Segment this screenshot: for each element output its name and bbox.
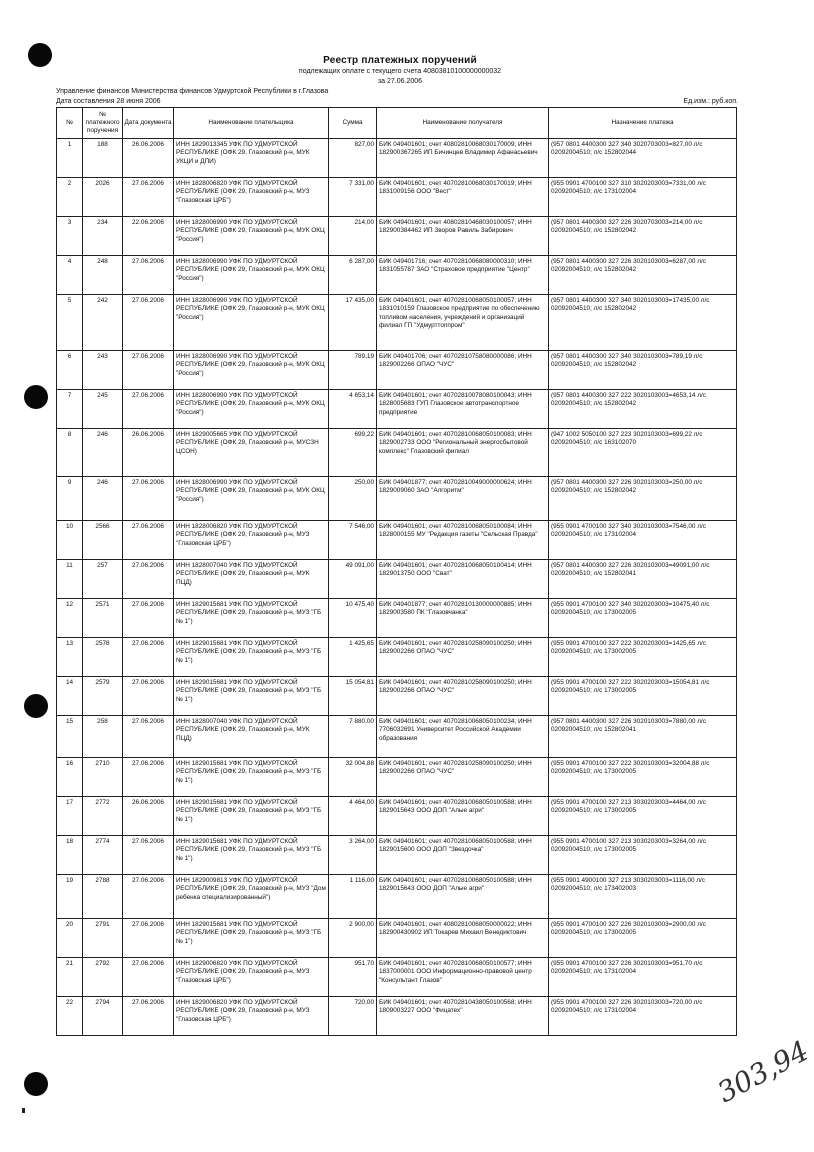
document-date: 27.06.2006 xyxy=(123,919,174,958)
payer-name: ИНН 1829013345 УФК ПО УДМУРТСКОЙ РЕСПУБЛИКЕ (ОФК 29, Глазовский р-н, МУК УКЦИ и ДПИ) xyxy=(174,139,329,178)
order-number: 257 xyxy=(83,560,123,599)
payment-purpose: (955 0901 4700100 327 226 3020103003=2900,00 л/с 02092004510; л/с 173002005 xyxy=(549,919,737,958)
payment-purpose: (957 0801 4400300 327 226 3020103003=7880,00 л/с 02092004510; л/с 152802041 xyxy=(549,716,737,758)
row-number: 4 xyxy=(57,256,83,295)
table-row xyxy=(57,295,737,351)
row-number: 9 xyxy=(57,477,83,521)
document-date: 27.06.2006 xyxy=(123,477,174,521)
recipient-name: БИК 049401601; счет 40702810258090100250; ИНН 1829002266 ОПАО "ЧУС" xyxy=(377,638,549,677)
payer-name: ИНН 1828006990 УФК ПО УДМУРТСКОЙ РЕСПУБЛИКЕ (ОФК 29, Глазовский р-н, МУК ОКЦ "Россия") xyxy=(174,390,329,429)
payer-name: ИНН 1829009813 УФК ПО УДМУРТСКОЙ РЕСПУБЛИКЕ (ОФК 29, Глазовский р-н, МУЗ "Дом ребенка специализированный") xyxy=(174,875,329,919)
column-header: Назначение платежа xyxy=(549,108,737,139)
payer-name: ИНН 1829006820 УФК ПО УДМУРТСКОЙ РЕСПУБЛИКЕ (ОФК 29, Глазовский р-н, МУЗ "Глазовская ЦРБ") xyxy=(174,958,329,997)
table-row xyxy=(57,560,737,599)
order-number: 2774 xyxy=(83,836,123,875)
table-row xyxy=(57,836,737,875)
payer-name: ИНН 1829005665 УФК ПО УДМУРТСКОЙ РЕСПУБЛИКЕ (ОФК 29, Глазовский р-н, МУСЗН ЦСОН) xyxy=(174,429,329,477)
table-row xyxy=(57,758,737,797)
document-subtitle: подлежащих оплате с текущего счета 40803810100000000032 xyxy=(298,68,502,75)
payment-purpose: (957 0801 4400300 327 226 3020103003=49091,00 л/с 02092004510; л/с 152802041 xyxy=(549,560,737,599)
payment-amount: 49 091,00 xyxy=(329,560,377,599)
recipient-name: БИК 049401706; счет 40702810758080000086; ИНН 1829002266 ОПАО "ЧУС" xyxy=(377,351,549,390)
payment-purpose: (955 0901 4700100 327 222 3020203003=15054,81 л/с 02092004510; л/с 173002005 xyxy=(549,677,737,716)
payer-name: ИНН 1828006990 УФК ПО УДМУРТСКОЙ РЕСПУБЛИКЕ (ОФК 29, Глазовский р-н, МУК ОКЦ "Россия") xyxy=(174,217,329,256)
payer-name: ИНН 1828006990 УФК ПО УДМУРТСКОЙ РЕСПУБЛИКЕ (ОФК 29, Глазовский р-н, МУК ОКЦ "Россия") xyxy=(174,295,329,351)
row-number: 3 xyxy=(57,217,83,256)
payment-purpose: (955 0901 4700100 327 222 3020103003=32004,88 л/с 02092004510; л/с 173002005 xyxy=(549,758,737,797)
payer-name: ИНН 1829015681 УФК ПО УДМУРТСКОЙ РЕСПУБЛИКЕ (ОФК 29, Глазовский р-н, МУЗ "ГБ № 1") xyxy=(174,758,329,797)
document-date: 22.06.2006 xyxy=(123,217,174,256)
payment-amount: 827,00 xyxy=(329,139,377,178)
document-date: 27.06.2006 xyxy=(123,560,174,599)
recipient-name: БИК 049401601; счет 40702810068050100234; ИНН 7706032691 Университет Российской Академии образования xyxy=(377,716,549,758)
payment-purpose: (955 0901 4900100 327 213 3030203003=1116,00 л/с 02092004510; л/с 173402003 xyxy=(549,875,737,919)
order-number: 245 xyxy=(83,390,123,429)
punch-hole xyxy=(24,385,48,409)
row-number: 12 xyxy=(57,599,83,638)
document-date: 27.06.2006 xyxy=(123,599,174,638)
order-number: 188 xyxy=(83,139,123,178)
payment-purpose: (957 0801 4400300 327 222 3020103003=4653,14 л/с 02092004510; л/с 152802042 xyxy=(549,390,737,429)
recipient-name: БИК 049401601; счет 40802810468030100057; ИНН 182900384462 ИП Зворов Равиль Забирович xyxy=(377,217,549,256)
payer-name: ИНН 1828006820 УФК ПО УДМУРТСКОЙ РЕСПУБЛИКЕ (ОФК 29, Глазовский р-н, МУЗ "Глазовская ЦРБ") xyxy=(174,521,329,560)
payment-purpose: (957 0801 4400300 327 340 3020103003=789,19 л/с 02092004510; л/с 152802042 xyxy=(549,351,737,390)
recipient-name: БИК 049401601; счет 40702810258090100250; ИНН 1829002266 ОПАО "ЧУС" xyxy=(377,677,549,716)
document-date: 27.06.2006 xyxy=(123,521,174,560)
table-row xyxy=(57,677,737,716)
table-header-row xyxy=(57,108,737,139)
payment-amount: 214,00 xyxy=(329,217,377,256)
payment-amount: 10 475,40 xyxy=(329,599,377,638)
recipient-name: БИК 049401601; счет 40702810068050100588; ИНН 1829015643 ООО ДОП "Алые агри" xyxy=(377,797,549,836)
table-row xyxy=(57,958,737,997)
document-date: 27.06.2006 xyxy=(123,716,174,758)
organization-name: Управление финансов Министерства финансов Удмуртской Республики в г.Глазова xyxy=(56,88,329,95)
recipient-name: БИК 049401716; счет 40702810068080000310; ИНН 1831055787 ЗАО "Страховое предприятие "Центр" xyxy=(377,256,549,295)
column-header: Дата документа xyxy=(123,108,174,139)
order-number: 234 xyxy=(83,217,123,256)
punch-hole xyxy=(24,694,48,718)
payment-amount: 3 264,00 xyxy=(329,836,377,875)
punch-hole xyxy=(24,1072,48,1096)
payer-name: ИНН 1829015681 УФК ПО УДМУРТСКОЙ РЕСПУБЛИКЕ (ОФК 29, Глазовский р-н, МУЗ "ГБ № 1") xyxy=(174,599,329,638)
payment-amount: 15 054,81 xyxy=(329,677,377,716)
payment-purpose: (957 0801 4400300 327 340 3020103003=17435,00 л/с 02092004510; л/с 152802042 xyxy=(549,295,737,351)
document-date: 27.06.2006 xyxy=(123,758,174,797)
payment-purpose: (957 0801 4400300 327 226 3020103003=6287,00 л/с 02092004510; л/с 152802042 xyxy=(549,256,737,295)
payer-name: ИНН 1828007040 УФК ПО УДМУРТСКОЙ РЕСПУБЛИКЕ (ОФК 29, Глазовский р-н, МУК ПЦД) xyxy=(174,716,329,758)
recipient-name: БИК 049401877; счет 40702810049000000624; ИНН 1829009060 ЗАО "Алгоритм" xyxy=(377,477,549,521)
margin-mark xyxy=(22,1108,25,1113)
document-date: 27.06.2006 xyxy=(123,178,174,217)
document-period: за 27.06.2006 xyxy=(377,78,423,85)
row-number: 5 xyxy=(57,295,83,351)
payment-purpose: (955 0901 4700100 327 213 3030203003=3264,00 л/с 02092004510; л/с 173002005 xyxy=(549,836,737,875)
document-date: 27.06.2006 xyxy=(123,638,174,677)
payment-register-table xyxy=(56,107,737,1036)
order-number: 2566 xyxy=(83,521,123,560)
row-number: 2 xyxy=(57,178,83,217)
table-row xyxy=(57,139,737,178)
order-number: 2791 xyxy=(83,919,123,958)
document-date: 27.06.2006 xyxy=(123,677,174,716)
row-number: 10 xyxy=(57,521,83,560)
order-number: 2794 xyxy=(83,997,123,1036)
document-date: 27.06.2006 xyxy=(123,351,174,390)
payment-amount: 7 331,00 xyxy=(329,178,377,217)
row-number: 22 xyxy=(57,997,83,1036)
payer-name: ИНН 1828006820 УФК ПО УДМУРТСКОЙ РЕСПУБЛИКЕ (ОФК 29, Глазовский р-н, МУЗ "Глазовская ЦРБ") xyxy=(174,178,329,217)
row-number: 8 xyxy=(57,429,83,477)
payment-amount: 1 116,00 xyxy=(329,875,377,919)
table-row xyxy=(57,599,737,638)
column-header: № xyxy=(57,108,83,139)
payer-name: ИНН 1829015681 УФК ПО УДМУРТСКОЙ РЕСПУБЛИКЕ (ОФК 29, Глазовский р-н, МУЗ "ГБ № 1") xyxy=(174,836,329,875)
column-header: Наименование получателя xyxy=(377,108,549,139)
table-row xyxy=(57,875,737,919)
row-number: 20 xyxy=(57,919,83,958)
order-number: 246 xyxy=(83,429,123,477)
order-number: 2772 xyxy=(83,797,123,836)
payment-amount: 789,19 xyxy=(329,351,377,390)
recipient-name: БИК 049401601; счет 40802810068050000022; ИНН 182900430902 ИП Токарев Михаил Венедиктович xyxy=(377,919,549,958)
recipient-name: БИК 049401601; счет 40702810438050100568; ИНН 1809003227 ООО "Фицатех" xyxy=(377,997,549,1036)
table-row xyxy=(57,997,737,1036)
column-header: Сумма xyxy=(329,108,377,139)
payment-amount: 951,70 xyxy=(329,958,377,997)
payment-amount: 4 464,00 xyxy=(329,797,377,836)
table-row xyxy=(57,521,737,560)
payment-purpose: (955 0901 4700100 327 310 3020203003=7331,00 л/с 02092004510; л/с 173102004 xyxy=(549,178,737,217)
payment-amount: 720,00 xyxy=(329,997,377,1036)
recipient-name: БИК 049401601; счет 40702810068050100084; ИНН 1828000155 МУ "Редакция газеты "Сельская Правда" xyxy=(377,521,549,560)
order-number: 2788 xyxy=(83,875,123,919)
column-header: № платежного поручения xyxy=(83,108,123,139)
order-number: 243 xyxy=(83,351,123,390)
row-number: 6 xyxy=(57,351,83,390)
payment-purpose: (957 0801 4400300 327 226 3020703003=214,00 л/с 02092004510; л/с 152802042 xyxy=(549,217,737,256)
order-number: 246 xyxy=(83,477,123,521)
column-header: Наименование плательщика xyxy=(174,108,329,139)
document-date: 27.06.2006 xyxy=(123,256,174,295)
payment-amount: 17 435,00 xyxy=(329,295,377,351)
recipient-name: БИК 049401601; счет 40702810068050100588; ИНН 1829015643 ООО ДОП "Алые агри" xyxy=(377,875,549,919)
payment-amount: 32 004,88 xyxy=(329,758,377,797)
payer-name: ИНН 1829006820 УФК ПО УДМУРТСКОЙ РЕСПУБЛИКЕ (ОФК 29, Глазовский р-н, МУЗ "Глазовская ЦРБ") xyxy=(174,997,329,1036)
row-number: 11 xyxy=(57,560,83,599)
table-row xyxy=(57,477,737,521)
payment-amount: 7 880,00 xyxy=(329,716,377,758)
document-date: 27.06.2006 xyxy=(123,875,174,919)
payment-amount: 250,00 xyxy=(329,477,377,521)
document-date: 27.06.2006 xyxy=(123,836,174,875)
table-row xyxy=(57,178,737,217)
recipient-name: БИК 049401601; счет 40702810068050100577; ИНН 1837000001 ООО Информационно-правовой центр "Консультант Глазов" xyxy=(377,958,549,997)
row-number: 16 xyxy=(57,758,83,797)
row-number: 21 xyxy=(57,958,83,997)
document-date: 26.06.2006 xyxy=(123,139,174,178)
recipient-name: БИК 049401601; счет 40702810068050100588; ИНН 1829015600 ООО ДОП "Звездочка" xyxy=(377,836,549,875)
payment-purpose: (955 0901 4700100 327 340 3020103003=7546,00 л/с 02092004510; л/с 173102004 xyxy=(549,521,737,560)
row-number: 19 xyxy=(57,875,83,919)
order-number: 2579 xyxy=(83,677,123,716)
payment-purpose: (955 0901 4700100 327 226 3020103003=951,70 л/с 02092004510; л/с 173102004 xyxy=(549,958,737,997)
table-row xyxy=(57,217,737,256)
table-row xyxy=(57,638,737,677)
compiled-date: Дата составления 28 июня 2006 xyxy=(56,98,161,105)
order-number: 258 xyxy=(83,716,123,758)
row-number: 18 xyxy=(57,836,83,875)
recipient-name: БИК 049401601; счет 40702810068050100083; ИНН 1829002733 ООО "Региональный энергосбытовой комплекс" Глазовский филиал xyxy=(377,429,549,477)
order-number: 2578 xyxy=(83,638,123,677)
order-number: 2026 xyxy=(83,178,123,217)
recipient-name: БИК 049401601; счет 40702810078080100043; ИНН 1828005683 ГУП Глазовское автотранспортное предприятие xyxy=(377,390,549,429)
recipient-name: БИК 049401601; счет 40702810068050100414; ИНН 1829013750 ООО "Сват" xyxy=(377,560,549,599)
document-date: 26.06.2006 xyxy=(123,797,174,836)
payment-amount: 2 900,00 xyxy=(329,919,377,958)
units-label: Ед.изм.: руб.коп. xyxy=(683,98,738,105)
row-number: 13 xyxy=(57,638,83,677)
row-number: 14 xyxy=(57,677,83,716)
payment-purpose: (955 0901 4700100 327 340 3020203003=10475,40 л/с 02092004510; л/с 173002005 xyxy=(549,599,737,638)
payment-amount: 6 287,00 xyxy=(329,256,377,295)
row-number: 7 xyxy=(57,390,83,429)
document-date: 27.06.2006 xyxy=(123,997,174,1036)
payer-name: ИНН 1828006990 УФК ПО УДМУРТСКОЙ РЕСПУБЛИКЕ (ОФК 29, Глазовский р-н, МУК ОКЦ "Россия") xyxy=(174,351,329,390)
table-row xyxy=(57,351,737,390)
recipient-name: БИК 049401601; счет 40702810258090100250; ИНН 1829002266 ОПАО "ЧУС" xyxy=(377,758,549,797)
order-number: 2710 xyxy=(83,758,123,797)
row-number: 15 xyxy=(57,716,83,758)
order-number: 2792 xyxy=(83,958,123,997)
row-number: 1 xyxy=(57,139,83,178)
payer-name: ИНН 1828006990 УФК ПО УДМУРТСКОЙ РЕСПУБЛИКЕ (ОФК 29, Глазовский р-н, МУК ОКЦ "Россия") xyxy=(174,477,329,521)
table-row xyxy=(57,797,737,836)
document-date: 26.06.2006 xyxy=(123,429,174,477)
recipient-name: БИК 049401601; счет 40702810068050100057; ИНН 1831010159 Глазовское предприятие по обеспечению топливом населения, учреждений и организаций филиал ГП "Удмурттоппром" xyxy=(377,295,549,351)
payment-purpose: (947 1002 5050100 327 223 3020103003=699,22 л/с 02092004510; л/с 163102070 xyxy=(549,429,737,477)
payment-purpose: (957 0801 4400300 327 340 3020703003=827,00 л/с 02092004510; л/с 152802044 xyxy=(549,139,737,178)
document-date: 27.06.2006 xyxy=(123,390,174,429)
row-number: 17 xyxy=(57,797,83,836)
payment-purpose: (955 0901 4700100 327 222 3020203003=1425,65 л/с 02092004510; л/с 173002005 xyxy=(549,638,737,677)
payment-purpose: (955 0901 4700100 327 213 3030203003=4464,00 л/с 02092004510; л/с 173002005 xyxy=(549,797,737,836)
payer-name: ИНН 1829015681 УФК ПО УДМУРТСКОЙ РЕСПУБЛИКЕ (ОФК 29, Глазовский р-н, МУЗ "ГБ № 1") xyxy=(174,919,329,958)
document-date: 27.06.2006 xyxy=(123,958,174,997)
recipient-name: БИК 049401601; счет 40802810068030170009; ИНН 182900367265 ИП Бичинцев Владимир Афанасьевич xyxy=(377,139,549,178)
payment-purpose: (955 0901 4700100 327 226 3020103003=720,00 л/с 02092004510; л/с 173102004 xyxy=(549,997,737,1036)
payment-purpose: (957 0801 4400300 327 226 3020103003=250,00 л/с 02092004510; л/с 152802042 xyxy=(549,477,737,521)
payer-name: ИНН 1829015681 УФК ПО УДМУРТСКОЙ РЕСПУБЛИКЕ (ОФК 29, Глазовский р-н, МУЗ "ГБ № 1") xyxy=(174,677,329,716)
document-date: 27.06.2006 xyxy=(123,295,174,351)
payer-name: ИНН 1828007040 УФК ПО УДМУРТСКОЙ РЕСПУБЛИКЕ (ОФК 29, Глазовский р-н, МУК ПЦД) xyxy=(174,560,329,599)
payment-amount: 7 546,00 xyxy=(329,521,377,560)
handwritten-page-number: 303,94 xyxy=(712,1033,814,1110)
table-row xyxy=(57,256,737,295)
payer-name: ИНН 1828006990 УФК ПО УДМУРТСКОЙ РЕСПУБЛИКЕ (ОФК 29, Глазовский р-н, МУК ОКЦ "Россия") xyxy=(174,256,329,295)
table-row xyxy=(57,919,737,958)
order-number: 2571 xyxy=(83,599,123,638)
payment-amount: 4 653,14 xyxy=(329,390,377,429)
table-row xyxy=(57,390,737,429)
order-number: 242 xyxy=(83,295,123,351)
payer-name: ИНН 1829015681 УФК ПО УДМУРТСКОЙ РЕСПУБЛИКЕ (ОФК 29, Глазовский р-н, МУЗ "ГБ № 1") xyxy=(174,797,329,836)
payer-name: ИНН 1829015681 УФК ПО УДМУРТСКОЙ РЕСПУБЛИКЕ (ОФК 29, Глазовский р-н, МУЗ "ГБ № 1") xyxy=(174,638,329,677)
order-number: 248 xyxy=(83,256,123,295)
payment-amount: 699,22 xyxy=(329,429,377,477)
payment-amount: 1 425,65 xyxy=(329,638,377,677)
recipient-name: БИК 049401877; счет 40702810130000000885; ИНН 1829003580 ПК "Глазовчанка" xyxy=(377,599,549,638)
table-row xyxy=(57,716,737,758)
document-title: Реестр платежных поручений xyxy=(323,55,477,66)
recipient-name: БИК 049401601; счет 40702810068030170019; ИНН 1831009156 ООО "Вест" xyxy=(377,178,549,217)
table-row xyxy=(57,429,737,477)
